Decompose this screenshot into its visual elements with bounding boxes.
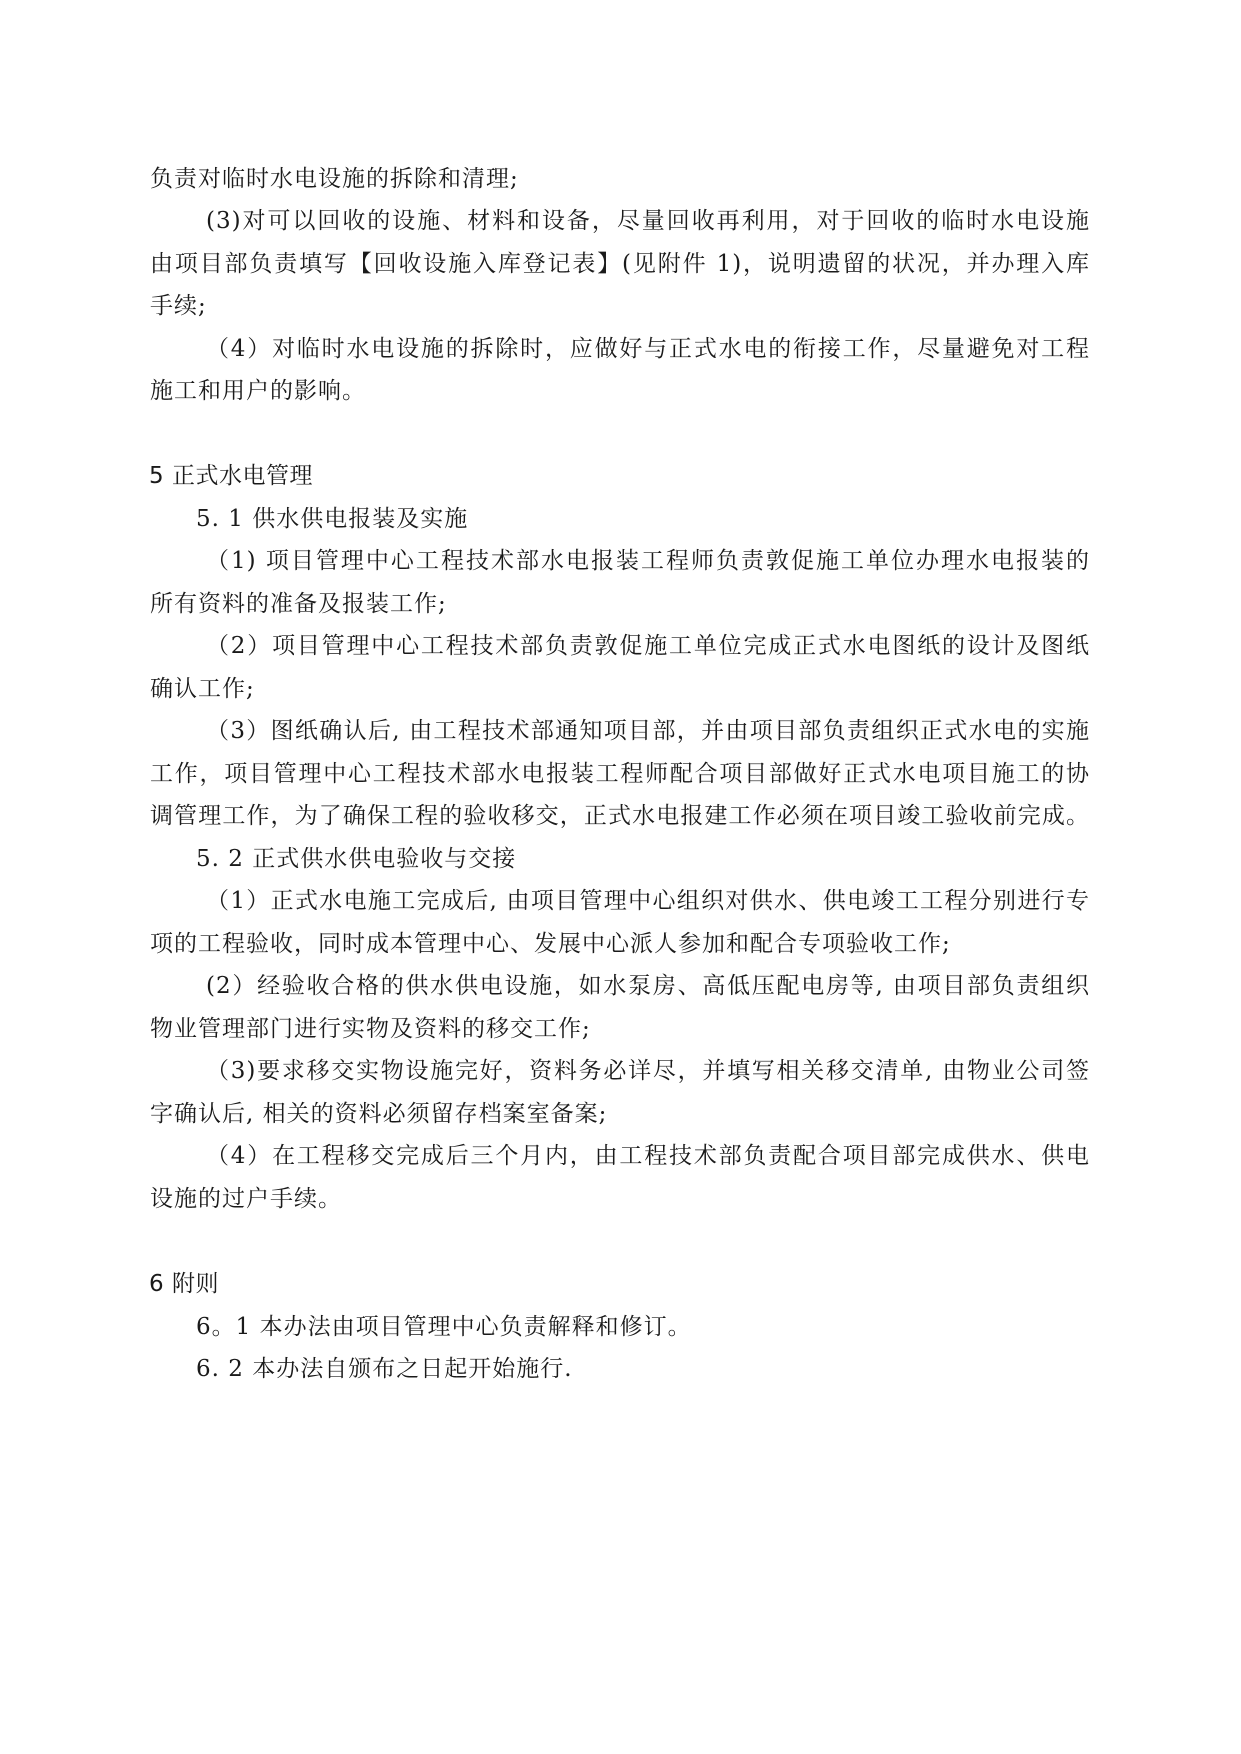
paragraph-line: （3)要求移交实物设施完好，资料务必详尽，并填写相关移交清单, 由物业公司签 bbox=[206, 1058, 1090, 1084]
paragraph-line: （4）对临时水电设施的拆除时，应做好与正式水电的衔接工作，尽量避免对工程 bbox=[206, 336, 1090, 362]
paragraph-line: （3）图纸确认后, 由工程技术部通知项目部，并由项目部负责组织正式水电的实施 bbox=[206, 718, 1090, 744]
paragraph-line: (3)对可以回收的设施、材料和设备，尽量回收再利用，对于回收的临时水电设施 bbox=[206, 208, 1090, 234]
paragraph-line: 施工和用户的影响。 bbox=[150, 378, 366, 404]
paragraph-line: 由项目部负责填写【回收设施入库登记表】(见附件 1)，说明遗留的状况，并办理入库 bbox=[150, 251, 1090, 277]
section-heading: 6 附则 bbox=[149, 1271, 219, 1297]
section-heading: 5 正式水电管理 bbox=[149, 463, 313, 489]
paragraph-line: （1) 项目管理中心工程技术部水电报装工程师负责敦促施工单位办理水电报装的 bbox=[206, 548, 1090, 574]
paragraph-line: （1）正式水电施工完成后, 由项目管理中心组织对供水、供电竣工工程分别进行专 bbox=[206, 888, 1090, 914]
paragraph-line: 调管理工作，为了确保工程的验收移交，正式水电报建工作必须在项目竣工验收前完成。 bbox=[150, 803, 1090, 829]
paragraph-line: 确认工作; bbox=[150, 676, 255, 702]
paragraph-line: 设施的过户手续。 bbox=[150, 1186, 342, 1212]
subsection-heading: 5. 1 供水供电报装及实施 bbox=[196, 506, 469, 532]
paragraph-line: 工作，项目管理中心工程技术部水电报装工程师配合项目部做好正式水电项目施工的协 bbox=[150, 761, 1090, 787]
clause-line: 6. 2 本办法自颁布之日起开始施行. bbox=[196, 1356, 573, 1382]
clause-line: 6。1 本办法由项目管理中心负责解释和修订。 bbox=[196, 1314, 692, 1340]
paragraph-line: (2）经验收合格的供水供电设施，如水泵房、高低压配电房等, 由项目部负责组织 bbox=[206, 973, 1090, 999]
subsection-heading: 5. 2 正式供水供电验收与交接 bbox=[196, 846, 517, 872]
paragraph-line: 物业管理部门进行实物及资料的移交工作; bbox=[150, 1016, 591, 1042]
paragraph-line: （4）在工程移交完成后三个月内，由工程技术部负责配合项目部完成供水、供电 bbox=[206, 1143, 1090, 1169]
paragraph-line: （2）项目管理中心工程技术部负责敦促施工单位完成正式水电图纸的设计及图纸 bbox=[206, 633, 1090, 659]
paragraph-line: 字确认后, 相关的资料必须留存档案室备案; bbox=[150, 1101, 608, 1127]
paragraph-line: 项的工程验收，同时成本管理中心、发展中心派人参加和配合专项验收工作; bbox=[150, 931, 951, 957]
paragraph-line: 手续; bbox=[150, 293, 207, 319]
paragraph-line: 负责对临时水电设施的拆除和清理; bbox=[150, 166, 519, 192]
paragraph-line: 所有资料的准备及报装工作; bbox=[150, 591, 447, 617]
